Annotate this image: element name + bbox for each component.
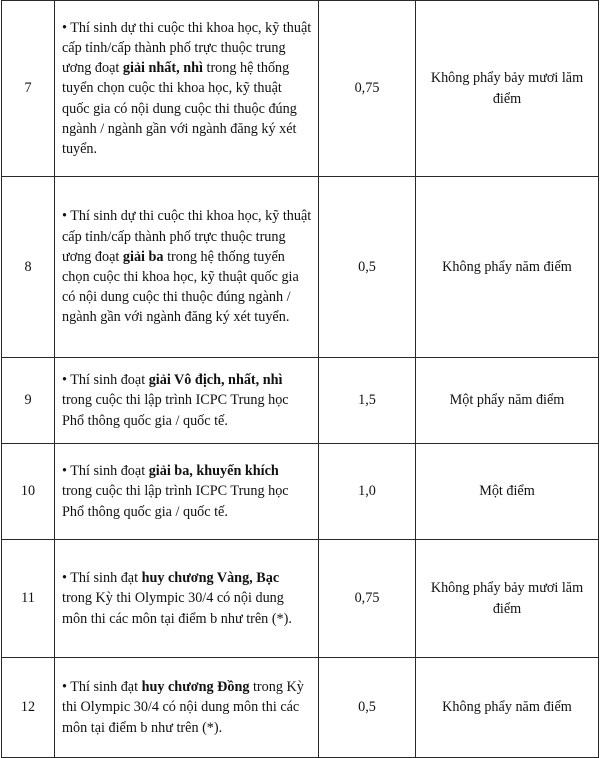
text-run: trong cuộc thi lập trình ICPC Trung học Phổ thông quốc gia / quốc tế.: [62, 392, 289, 429]
text-run-bold: giải ba: [122, 248, 164, 265]
row-number: 9: [2, 358, 55, 444]
text-run: • Thí sinh đoạt: [62, 463, 149, 480]
row-number: 8: [2, 177, 55, 358]
text-run-bold: giải ba, khuyến khích: [148, 463, 279, 480]
score-value: 0,75: [319, 1, 416, 177]
table-row: [2, 1, 599, 177]
criteria-description: [55, 177, 319, 358]
text-run: • Thí sinh đạt: [62, 570, 142, 587]
text-run: trong Kỳ thi Olympic 30/4 có nội dung môn thi các môn tại điểm b như trên (*).: [62, 590, 292, 627]
row-number: 12: [2, 658, 55, 758]
score-value: 0,5: [319, 177, 416, 358]
criteria-description: [55, 444, 319, 540]
score-in-words: Không phẩy bảy mươi lăm điểm: [416, 540, 599, 658]
row-number: 11: [2, 540, 55, 658]
table-row: [2, 358, 599, 444]
text-run: • Thí sinh dự thi cuộc thi khoa học, kỹ thuật cấp tỉnh/cấp thành phố trực thuộc trung ương đoạt: [62, 208, 312, 265]
text-run-bold: giải nhất, nhì: [122, 60, 203, 77]
text-run-bold: giải Vô địch, nhất, nhì: [148, 372, 283, 389]
criteria-description: [55, 1, 319, 177]
criteria-description: [55, 658, 319, 758]
text-run: • Thí sinh đoạt: [62, 372, 149, 389]
score-in-words: Không phẩy bảy mươi lăm điểm: [416, 1, 599, 177]
score-in-words: Không phẩy năm điểm: [416, 177, 599, 358]
text-run: trong hệ thống tuyển chọn cuộc thi khoa học, kỹ thuật quốc gia có nội dung cuộc thi thuộc đúng ngành / ngành gần với ngành đăng ký xét tuyển.: [62, 60, 297, 157]
text-run: trong hệ thống tuyển chọn cuộc thi khoa học, kỹ thuật quốc gia có nội dung cuộc thi thuộc đúng ngành / ngành gần với ngành đăng ký xét tuyển.: [62, 248, 299, 326]
score-table-body: [2, 1, 599, 758]
text-run: • Thí sinh dự thi cuộc thi khoa học, kỹ thuật cấp tỉnh/cấp thành phố trực thuộc trung ương đoạt: [62, 19, 312, 77]
criteria-description: [55, 540, 319, 658]
text-run: trong cuộc thi lập trình ICPC Trung học Phổ thông quốc gia / quốc tế.: [62, 483, 289, 520]
score-value: 1,0: [319, 444, 416, 540]
row-number: 7: [2, 1, 55, 177]
score-in-words: Một phẩy năm điểm: [416, 358, 599, 444]
table-row: [2, 658, 599, 758]
row-number: 10: [2, 444, 55, 540]
score-in-words: Một điểm: [416, 444, 599, 540]
table-row: [2, 177, 599, 358]
table-row: [2, 444, 599, 540]
criteria-description: [55, 358, 319, 444]
text-run-bold: huy chương Đồng: [141, 679, 250, 696]
score-value: 0,5: [319, 658, 416, 758]
text-run-bold: huy chương Vàng, Bạc: [141, 570, 280, 587]
score-value: 1,5: [319, 358, 416, 444]
score-in-words: Không phẩy năm điểm: [416, 658, 599, 758]
score-table: [1, 0, 599, 758]
text-run: • Thí sinh đạt: [62, 679, 142, 696]
score-value: 0,75: [319, 540, 416, 658]
table-row: [2, 540, 599, 658]
text-run: trong Kỳ thi Olympic 30/4 có nội dung môn thi các môn tại điểm b như trên (*).: [62, 679, 304, 736]
